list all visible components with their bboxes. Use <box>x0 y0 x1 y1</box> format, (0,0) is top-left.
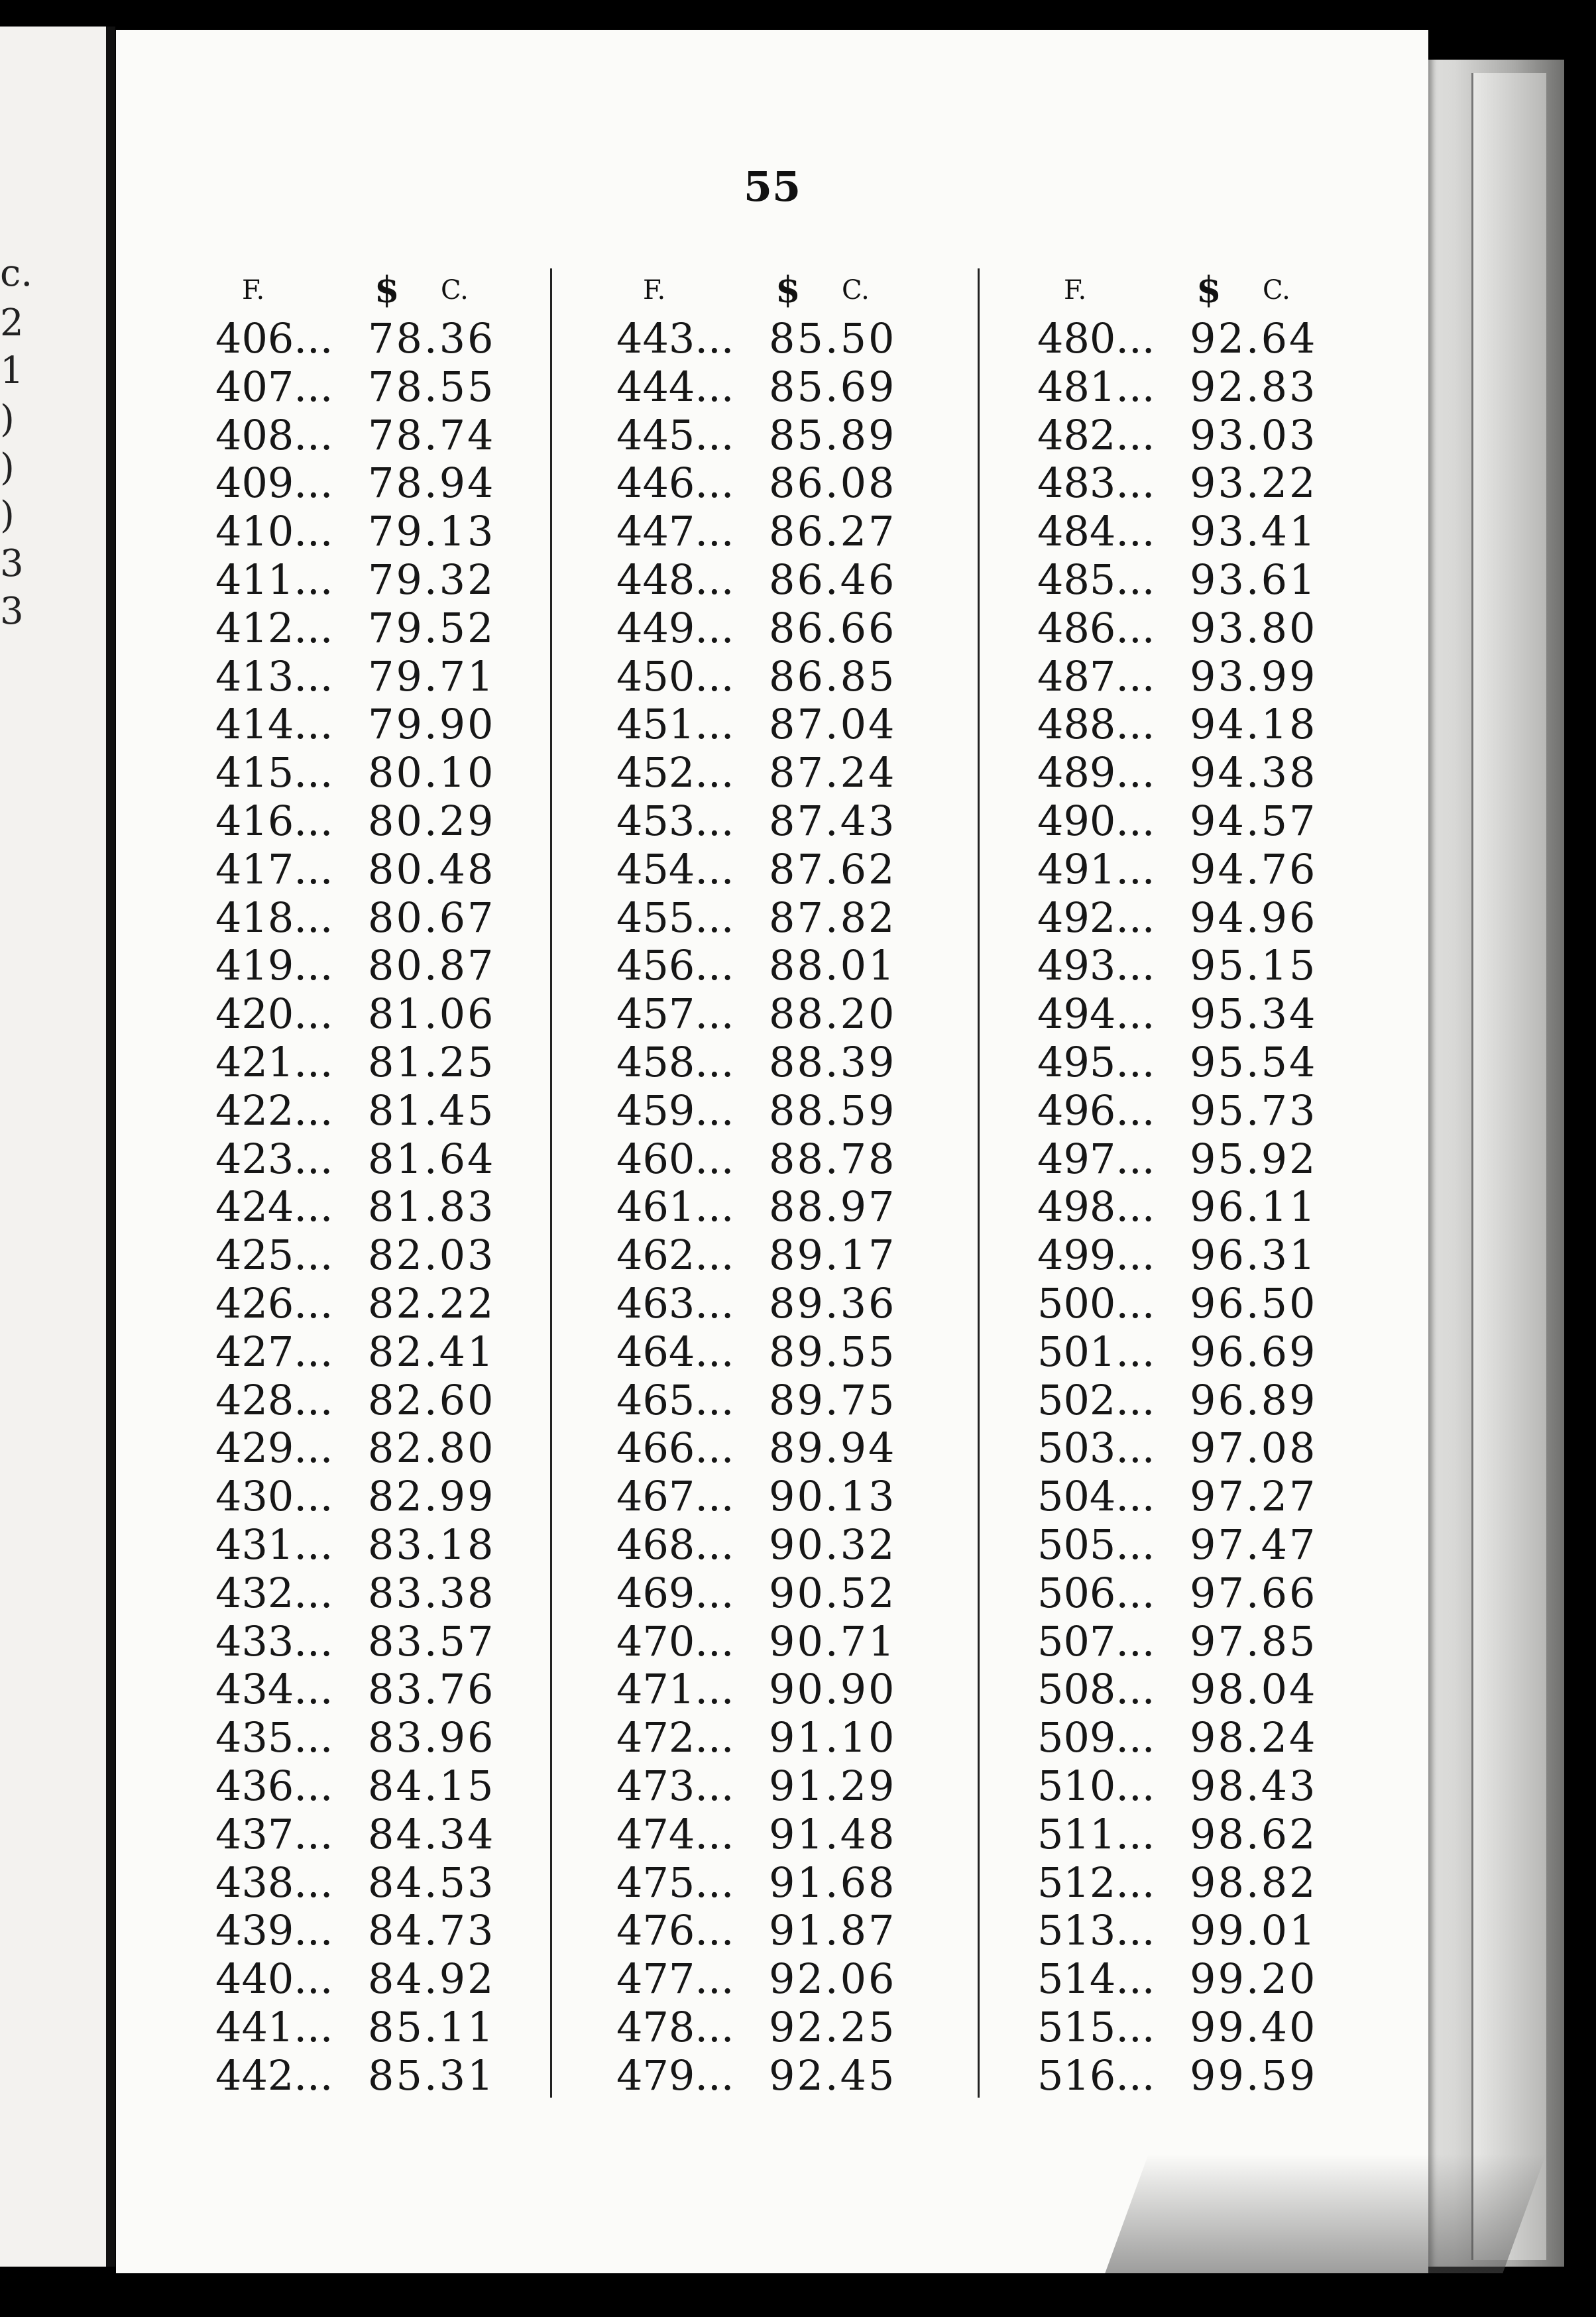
fahrenheit-value: 486... <box>1037 603 1155 652</box>
price-value: 87.24 <box>769 748 897 797</box>
price-value: 91.48 <box>769 1809 897 1858</box>
fahrenheit-value: 470... <box>616 1616 734 1666</box>
price-value: 98.82 <box>1190 1858 1318 1907</box>
price-value: 92.25 <box>769 2002 897 2051</box>
fahrenheit-value: 490... <box>1037 796 1155 845</box>
facing-page-fragment: 1 <box>0 349 24 392</box>
fahrenheit-value: 427... <box>215 1327 333 1376</box>
price-value: 97.27 <box>1190 1472 1318 1521</box>
price-value: 86.27 <box>769 507 897 556</box>
fahrenheit-value: 443... <box>616 314 734 363</box>
price-value: 89.94 <box>769 1424 897 1473</box>
price-value: 93.03 <box>1190 410 1318 459</box>
price-value: 90.32 <box>769 1520 897 1569</box>
price-value: 81.06 <box>368 989 496 1039</box>
fahrenheit-value: 502... <box>1037 1375 1155 1424</box>
fahrenheit-value: 483... <box>1037 459 1155 508</box>
price-value: 82.99 <box>368 1472 496 1521</box>
price-value: 83.57 <box>368 1616 496 1666</box>
price-value: 95.15 <box>1190 941 1318 990</box>
price-value: 79.90 <box>368 700 496 749</box>
price-value: 88.39 <box>769 1037 897 1086</box>
fahrenheit-value: 418... <box>215 893 333 942</box>
column-divider <box>978 268 980 2098</box>
fahrenheit-value: 419... <box>215 941 333 990</box>
fahrenheit-value: 472... <box>616 1713 734 1762</box>
price-value: 97.47 <box>1190 1520 1318 1569</box>
fahrenheit-value: 439... <box>215 1906 333 1955</box>
facing-page-fragment: ) <box>0 494 15 537</box>
fahrenheit-value: 494... <box>1037 989 1155 1039</box>
price-value: 82.41 <box>368 1327 496 1376</box>
fahrenheit-value: 429... <box>215 1424 333 1473</box>
fahrenheit-value: 416... <box>215 796 333 845</box>
fahrenheit-value: 510... <box>1037 1761 1155 1810</box>
fahrenheit-value: 499... <box>1037 1231 1155 1280</box>
fahrenheit-value: 417... <box>215 844 333 893</box>
price-value: 88.01 <box>769 941 897 990</box>
price-value: 98.62 <box>1190 1809 1318 1858</box>
fahrenheit-value: 445... <box>616 410 734 459</box>
price-value: 96.11 <box>1190 1182 1318 1231</box>
price-value: 86.85 <box>769 651 897 701</box>
fahrenheit-value: 415... <box>215 748 333 797</box>
fahrenheit-value: 504... <box>1037 1472 1155 1521</box>
header-f: F. <box>242 275 265 306</box>
book-page <box>116 30 1428 2273</box>
header-cents: C. <box>842 275 870 306</box>
facing-page-fragment: 2 <box>0 302 24 345</box>
fahrenheit-value: 516... <box>1037 2051 1155 2100</box>
price-value: 93.22 <box>1190 459 1318 508</box>
fahrenheit-value: 452... <box>616 748 734 797</box>
price-value: 93.99 <box>1190 651 1318 701</box>
fahrenheit-value: 412... <box>215 603 333 652</box>
fahrenheit-value: 503... <box>1037 1424 1155 1473</box>
price-value: 84.53 <box>368 1858 496 1907</box>
price-value: 87.04 <box>769 700 897 749</box>
price-value: 88.97 <box>769 1182 897 1231</box>
fahrenheit-value: 451... <box>616 700 734 749</box>
facing-page-fragment: ) <box>0 446 15 489</box>
price-value: 98.43 <box>1190 1761 1318 1810</box>
fahrenheit-value: 475... <box>616 1858 734 1907</box>
price-value: 86.08 <box>769 459 897 508</box>
fahrenheit-value: 422... <box>215 1086 333 1135</box>
page-number: 55 <box>743 162 801 211</box>
fahrenheit-value: 471... <box>616 1665 734 1714</box>
fahrenheit-value: 441... <box>215 2002 333 2051</box>
fahrenheit-value: 480... <box>1037 314 1155 363</box>
fahrenheit-value: 469... <box>616 1568 734 1617</box>
fahrenheit-value: 463... <box>616 1278 734 1328</box>
price-value: 81.45 <box>368 1086 496 1135</box>
price-value: 91.10 <box>769 1713 897 1762</box>
fahrenheit-value: 407... <box>215 362 333 411</box>
price-value: 88.20 <box>769 989 897 1039</box>
fahrenheit-value: 511... <box>1037 1809 1155 1858</box>
price-value: 83.38 <box>368 1568 496 1617</box>
price-value: 95.73 <box>1190 1086 1318 1135</box>
price-value: 84.73 <box>368 1906 496 1955</box>
price-value: 85.69 <box>769 362 897 411</box>
fahrenheit-value: 440... <box>215 1954 333 2004</box>
fahrenheit-value: 428... <box>215 1375 333 1424</box>
facing-page-fragment: ) <box>0 398 15 441</box>
fahrenheit-value: 413... <box>215 651 333 701</box>
price-value: 81.83 <box>368 1182 496 1231</box>
fahrenheit-value: 447... <box>616 507 734 556</box>
price-value: 78.36 <box>368 314 496 363</box>
price-value: 92.64 <box>1190 314 1318 363</box>
price-value: 97.85 <box>1190 1616 1318 1666</box>
fahrenheit-value: 433... <box>215 1616 333 1666</box>
fahrenheit-value: 473... <box>616 1761 734 1810</box>
price-value: 81.25 <box>368 1037 496 1086</box>
fahrenheit-value: 450... <box>616 651 734 701</box>
fahrenheit-value: 505... <box>1037 1520 1155 1569</box>
fahrenheit-value: 460... <box>616 1134 734 1183</box>
price-value: 78.55 <box>368 362 496 411</box>
price-value: 85.50 <box>769 314 897 363</box>
fahrenheit-value: 408... <box>215 410 333 459</box>
fahrenheit-value: 410... <box>215 507 333 556</box>
price-value: 94.76 <box>1190 844 1318 893</box>
price-value: 82.60 <box>368 1375 496 1424</box>
fahrenheit-value: 468... <box>616 1520 734 1569</box>
fahrenheit-value: 438... <box>215 1858 333 1907</box>
fahrenheit-value: 424... <box>215 1182 333 1231</box>
price-value: 83.18 <box>368 1520 496 1569</box>
fahrenheit-value: 474... <box>616 1809 734 1858</box>
fahrenheit-value: 496... <box>1037 1086 1155 1135</box>
price-value: 83.96 <box>368 1713 496 1762</box>
price-value: 96.89 <box>1190 1375 1318 1424</box>
price-value: 78.94 <box>368 459 496 508</box>
price-value: 86.66 <box>769 603 897 652</box>
fahrenheit-value: 487... <box>1037 651 1155 701</box>
price-value: 93.61 <box>1190 555 1318 604</box>
price-value: 97.08 <box>1190 1424 1318 1473</box>
fahrenheit-value: 434... <box>215 1665 333 1714</box>
facing-page-fragment: 3 <box>0 542 24 585</box>
fahrenheit-value: 508... <box>1037 1665 1155 1714</box>
price-value: 99.40 <box>1190 2002 1318 2051</box>
header-dollar: $ <box>775 268 801 311</box>
price-value: 87.43 <box>769 796 897 845</box>
fahrenheit-value: 406... <box>215 314 333 363</box>
price-value: 91.68 <box>769 1858 897 1907</box>
price-value: 85.89 <box>769 410 897 459</box>
price-value: 98.24 <box>1190 1713 1318 1762</box>
fahrenheit-value: 455... <box>616 893 734 942</box>
fahrenheit-value: 432... <box>215 1568 333 1617</box>
fahrenheit-value: 464... <box>616 1327 734 1376</box>
price-value: 80.10 <box>368 748 496 797</box>
price-value: 84.92 <box>368 1954 496 2004</box>
fahrenheit-value: 437... <box>215 1809 333 1858</box>
price-value: 96.50 <box>1190 1278 1318 1328</box>
fahrenheit-value: 446... <box>616 459 734 508</box>
fahrenheit-value: 462... <box>616 1231 734 1280</box>
fahrenheit-value: 484... <box>1037 507 1155 556</box>
fahrenheit-value: 458... <box>616 1037 734 1086</box>
price-value: 91.87 <box>769 1906 897 1955</box>
fahrenheit-value: 409... <box>215 459 333 508</box>
fahrenheit-value: 453... <box>616 796 734 845</box>
fahrenheit-value: 482... <box>1037 410 1155 459</box>
price-value: 89.36 <box>769 1278 897 1328</box>
price-value: 92.06 <box>769 1954 897 2004</box>
header-dollar: $ <box>1196 268 1222 311</box>
price-value: 80.29 <box>368 796 496 845</box>
fahrenheit-value: 501... <box>1037 1327 1155 1376</box>
fahrenheit-value: 444... <box>616 362 734 411</box>
fahrenheit-value: 430... <box>215 1472 333 1521</box>
price-value: 94.96 <box>1190 893 1318 942</box>
price-value: 80.48 <box>368 844 496 893</box>
fahrenheit-value: 491... <box>1037 844 1155 893</box>
fahrenheit-value: 459... <box>616 1086 734 1135</box>
price-value: 81.64 <box>368 1134 496 1183</box>
book-page-edge <box>1471 73 1546 2260</box>
facing-page-fragment: 3 <box>0 590 24 633</box>
price-value: 94.38 <box>1190 748 1318 797</box>
price-value: 82.22 <box>368 1278 496 1328</box>
fahrenheit-value: 479... <box>616 2051 734 2100</box>
fahrenheit-value: 495... <box>1037 1037 1155 1086</box>
price-value: 79.71 <box>368 651 496 701</box>
price-value: 99.59 <box>1190 2051 1318 2100</box>
fahrenheit-value: 488... <box>1037 700 1155 749</box>
fahrenheit-value: 509... <box>1037 1713 1155 1762</box>
header-f: F. <box>643 275 666 306</box>
header-cents: C. <box>1263 275 1290 306</box>
fahrenheit-value: 431... <box>215 1520 333 1569</box>
fahrenheit-value: 454... <box>616 844 734 893</box>
fahrenheit-value: 448... <box>616 555 734 604</box>
fahrenheit-value: 497... <box>1037 1134 1155 1183</box>
price-value: 92.45 <box>769 2051 897 2100</box>
fahrenheit-value: 507... <box>1037 1616 1155 1666</box>
page-curl-shadow <box>1105 2154 1546 2273</box>
fahrenheit-value: 467... <box>616 1472 734 1521</box>
price-value: 91.29 <box>769 1761 897 1810</box>
fahrenheit-value: 514... <box>1037 1954 1155 2004</box>
fahrenheit-value: 436... <box>215 1761 333 1810</box>
price-value: 96.69 <box>1190 1327 1318 1376</box>
column-divider <box>550 268 552 2098</box>
fahrenheit-value: 512... <box>1037 1858 1155 1907</box>
fahrenheit-value: 500... <box>1037 1278 1155 1328</box>
fahrenheit-value: 456... <box>616 941 734 990</box>
price-value: 84.34 <box>368 1809 496 1858</box>
price-value: 90.71 <box>769 1616 897 1666</box>
price-value: 82.80 <box>368 1424 496 1473</box>
price-value: 93.41 <box>1190 507 1318 556</box>
header-f: F. <box>1064 275 1087 306</box>
price-value: 90.90 <box>769 1665 897 1714</box>
price-value: 99.20 <box>1190 1954 1318 2004</box>
fahrenheit-value: 425... <box>215 1231 333 1280</box>
price-value: 89.17 <box>769 1231 897 1280</box>
price-value: 82.03 <box>368 1231 496 1280</box>
price-value: 98.04 <box>1190 1665 1318 1714</box>
fahrenheit-value: 442... <box>215 2051 333 2100</box>
fahrenheit-value: 492... <box>1037 893 1155 942</box>
price-value: 92.83 <box>1190 362 1318 411</box>
fahrenheit-value: 466... <box>616 1424 734 1473</box>
price-value: 93.80 <box>1190 603 1318 652</box>
price-value: 90.52 <box>769 1568 897 1617</box>
fahrenheit-value: 506... <box>1037 1568 1155 1617</box>
price-value: 79.13 <box>368 507 496 556</box>
header-cents: C. <box>441 275 469 306</box>
price-value: 95.92 <box>1190 1134 1318 1183</box>
price-value: 84.15 <box>368 1761 496 1810</box>
fahrenheit-value: 477... <box>616 1954 734 2004</box>
fahrenheit-value: 485... <box>1037 555 1155 604</box>
fahrenheit-value: 420... <box>215 989 333 1039</box>
price-value: 90.13 <box>769 1472 897 1521</box>
fahrenheit-value: 457... <box>616 989 734 1039</box>
fahrenheit-value: 414... <box>215 700 333 749</box>
fahrenheit-value: 478... <box>616 2002 734 2051</box>
fahrenheit-value: 493... <box>1037 941 1155 990</box>
price-value: 85.31 <box>368 2051 496 2100</box>
fahrenheit-value: 421... <box>215 1037 333 1086</box>
facing-page-fragment: c. <box>0 252 33 295</box>
price-value: 85.11 <box>368 2002 496 2051</box>
price-value: 87.82 <box>769 893 897 942</box>
price-value: 83.76 <box>368 1665 496 1714</box>
fahrenheit-value: 489... <box>1037 748 1155 797</box>
fahrenheit-value: 449... <box>616 603 734 652</box>
header-dollar: $ <box>374 268 400 311</box>
price-value: 94.57 <box>1190 796 1318 845</box>
price-value: 86.46 <box>769 555 897 604</box>
price-value: 87.62 <box>769 844 897 893</box>
price-value: 89.55 <box>769 1327 897 1376</box>
fahrenheit-value: 465... <box>616 1375 734 1424</box>
price-value: 80.87 <box>368 941 496 990</box>
fahrenheit-value: 481... <box>1037 362 1155 411</box>
fahrenheit-value: 426... <box>215 1278 333 1328</box>
price-value: 96.31 <box>1190 1231 1318 1280</box>
price-value: 79.52 <box>368 603 496 652</box>
price-value: 79.32 <box>368 555 496 604</box>
fahrenheit-value: 461... <box>616 1182 734 1231</box>
price-value: 88.59 <box>769 1086 897 1135</box>
facing-page-edge <box>0 27 115 2267</box>
price-value: 97.66 <box>1190 1568 1318 1617</box>
price-value: 89.75 <box>769 1375 897 1424</box>
price-value: 80.67 <box>368 893 496 942</box>
price-value: 78.74 <box>368 410 496 459</box>
price-value: 94.18 <box>1190 700 1318 749</box>
fahrenheit-value: 435... <box>215 1713 333 1762</box>
price-value: 95.54 <box>1190 1037 1318 1086</box>
fahrenheit-value: 515... <box>1037 2002 1155 2051</box>
fahrenheit-value: 513... <box>1037 1906 1155 1955</box>
price-value: 99.01 <box>1190 1906 1318 1955</box>
fahrenheit-value: 423... <box>215 1134 333 1183</box>
price-value: 88.78 <box>769 1134 897 1183</box>
fahrenheit-value: 411... <box>215 555 333 604</box>
fahrenheit-value: 498... <box>1037 1182 1155 1231</box>
price-value: 95.34 <box>1190 989 1318 1039</box>
fahrenheit-value: 476... <box>616 1906 734 1955</box>
